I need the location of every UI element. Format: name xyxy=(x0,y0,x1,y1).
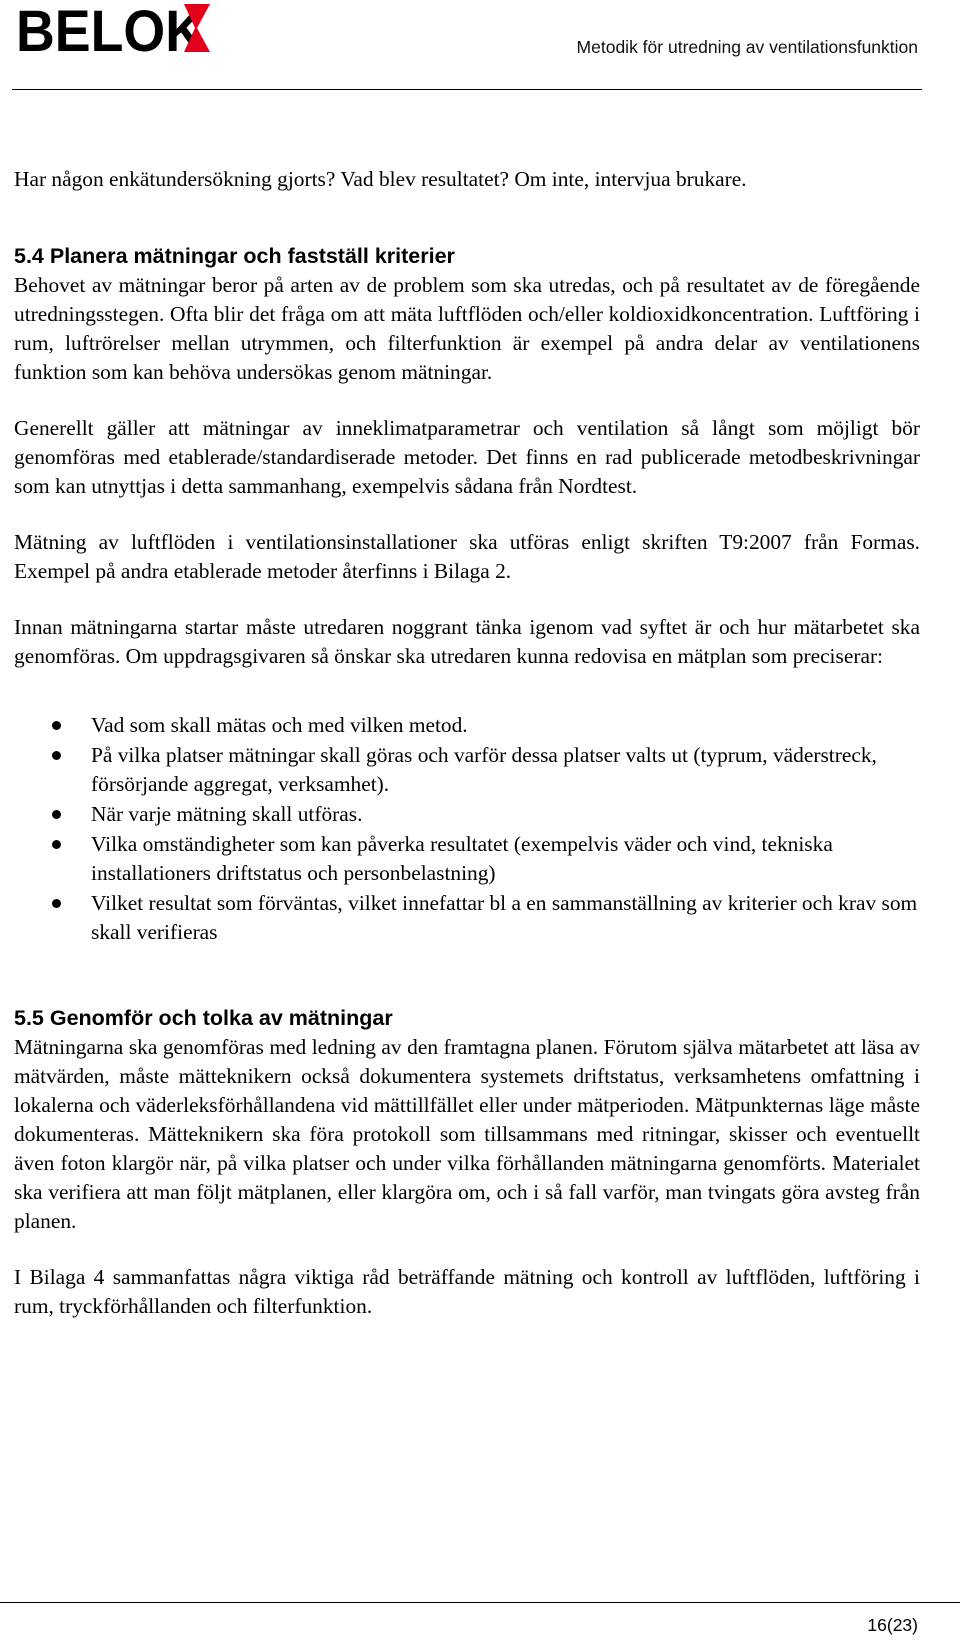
bullet-icon xyxy=(52,751,61,760)
bullet-icon xyxy=(52,721,61,730)
measurement-plan-list xyxy=(14,711,920,947)
bullet-icon xyxy=(52,899,61,908)
list-item xyxy=(14,800,920,829)
intro-paragraph: Har någon enkätundersökning gjorts? Vad blev resultatet? Om inte, intervjua brukare. xyxy=(14,167,747,191)
section-5-5-heading: 5.5 Genomför och tolka av mätningar xyxy=(14,1006,393,1030)
list-item xyxy=(14,830,920,888)
list-item-text: Vilka omständigheter som kan påverka resultatet (exempelvis väder och vind, tekniska installationers driftstatus och personbelastning) xyxy=(91,832,833,885)
bullet-icon xyxy=(52,810,61,819)
bullet-icon xyxy=(52,840,61,849)
page-number: 16(23) xyxy=(867,1615,918,1635)
section-5-5-paragraph-1: Mätningarna ska genomföras med ledning av den framtagna planen. Förutom själva mätarbetet att läsa av mätvärden, måste mätteknikern också dokumentera systemets driftstatus, verksamhetens omfattning i lokalerna och väderleksförhållandena vid mättillfället eller under mätperioden. Mätpunkternas läge måste dokumenteras. Mätteknikern ska föra protokoll som tillsammans med ritningar, skisser och eventuellt även foton klargör när, på vilka platser och under vilka förhållanden mätningarna genomförts. Materialet ska verifiera att man följt mätplanen, eller klargöra om, och i så fall varför, man tvingats göra avsteg från planen. xyxy=(14,1035,920,1233)
list-item xyxy=(14,711,920,740)
list-item xyxy=(14,741,920,799)
footer-divider xyxy=(0,1602,960,1603)
section-5-4-heading: 5.4 Planera mätningar och fastställ kriterier xyxy=(14,244,455,268)
list-item-text: Vad som skall mätas och med vilken metod. xyxy=(91,713,468,737)
header-title: Metodik för utredning av ventilationsfunktion xyxy=(576,37,918,57)
section-5-4-paragraph-4: Innan mätningarna startar måste utredaren noggrant tänka igenom vad syftet är och hur mätarbetet ska genomföras. Om uppdragsgivaren så önskar ska utredaren kunna redovisa en mätplan som preciserar: xyxy=(14,615,920,668)
header-divider xyxy=(12,89,922,90)
document-body xyxy=(14,165,920,1321)
list-item-text: På vilka platser mätningar skall göras och varför dessa platser valts ut (typrum, väderstreck, försörjande aggregat, verksamhet). xyxy=(91,743,877,796)
belok-logo xyxy=(14,2,214,58)
section-5-4-paragraph-3: Mätning av luftflöden i ventilationsinstallationer ska utföras enligt skriften T9:2007 från Formas. Exempel på andra etablerade metoder återfinns i Bilaga 2. xyxy=(14,530,920,583)
list-item-text: När varje mätning skall utföras. xyxy=(91,802,363,826)
logo-text: BELOK xyxy=(16,2,205,58)
section-5-5-paragraph-2: I Bilaga 4 sammanfattas några viktiga råd beträffande mätning och kontroll av luftflöden, luftföring i rum, tryckförhållanden och filterfunktion. xyxy=(14,1265,920,1318)
list-item xyxy=(14,889,920,947)
section-5-4-paragraph-2: Generellt gäller att mätningar av inneklimatparametrar och ventilation så långt som möjligt bör genomföras med etablerade/standardiserade metoder. Det finns en rad publicerade metodbeskrivningar som kan utnyttjas i detta sammanhang, exempelvis sådana från Nordtest. xyxy=(14,416,920,498)
section-5-4-paragraph-1: Behovet av mätningar beror på arten av de problem som ska utredas, och på resultatet av de föregående utredningsstegen. Ofta blir det fråga om att mäta luftflöden och/eller koldioxidkoncentration. Luftföring i rum, luftrörelser mellan utrymmen, och filterfunktion är exempel på andra delar av ventilationens funktion som kan behöva undersökas genom mätningar. xyxy=(14,273,920,384)
list-item-text: Vilket resultat som förväntas, vilket innefattar bl a en sammanställning av kriterier och krav som skall verifieras xyxy=(91,891,918,944)
